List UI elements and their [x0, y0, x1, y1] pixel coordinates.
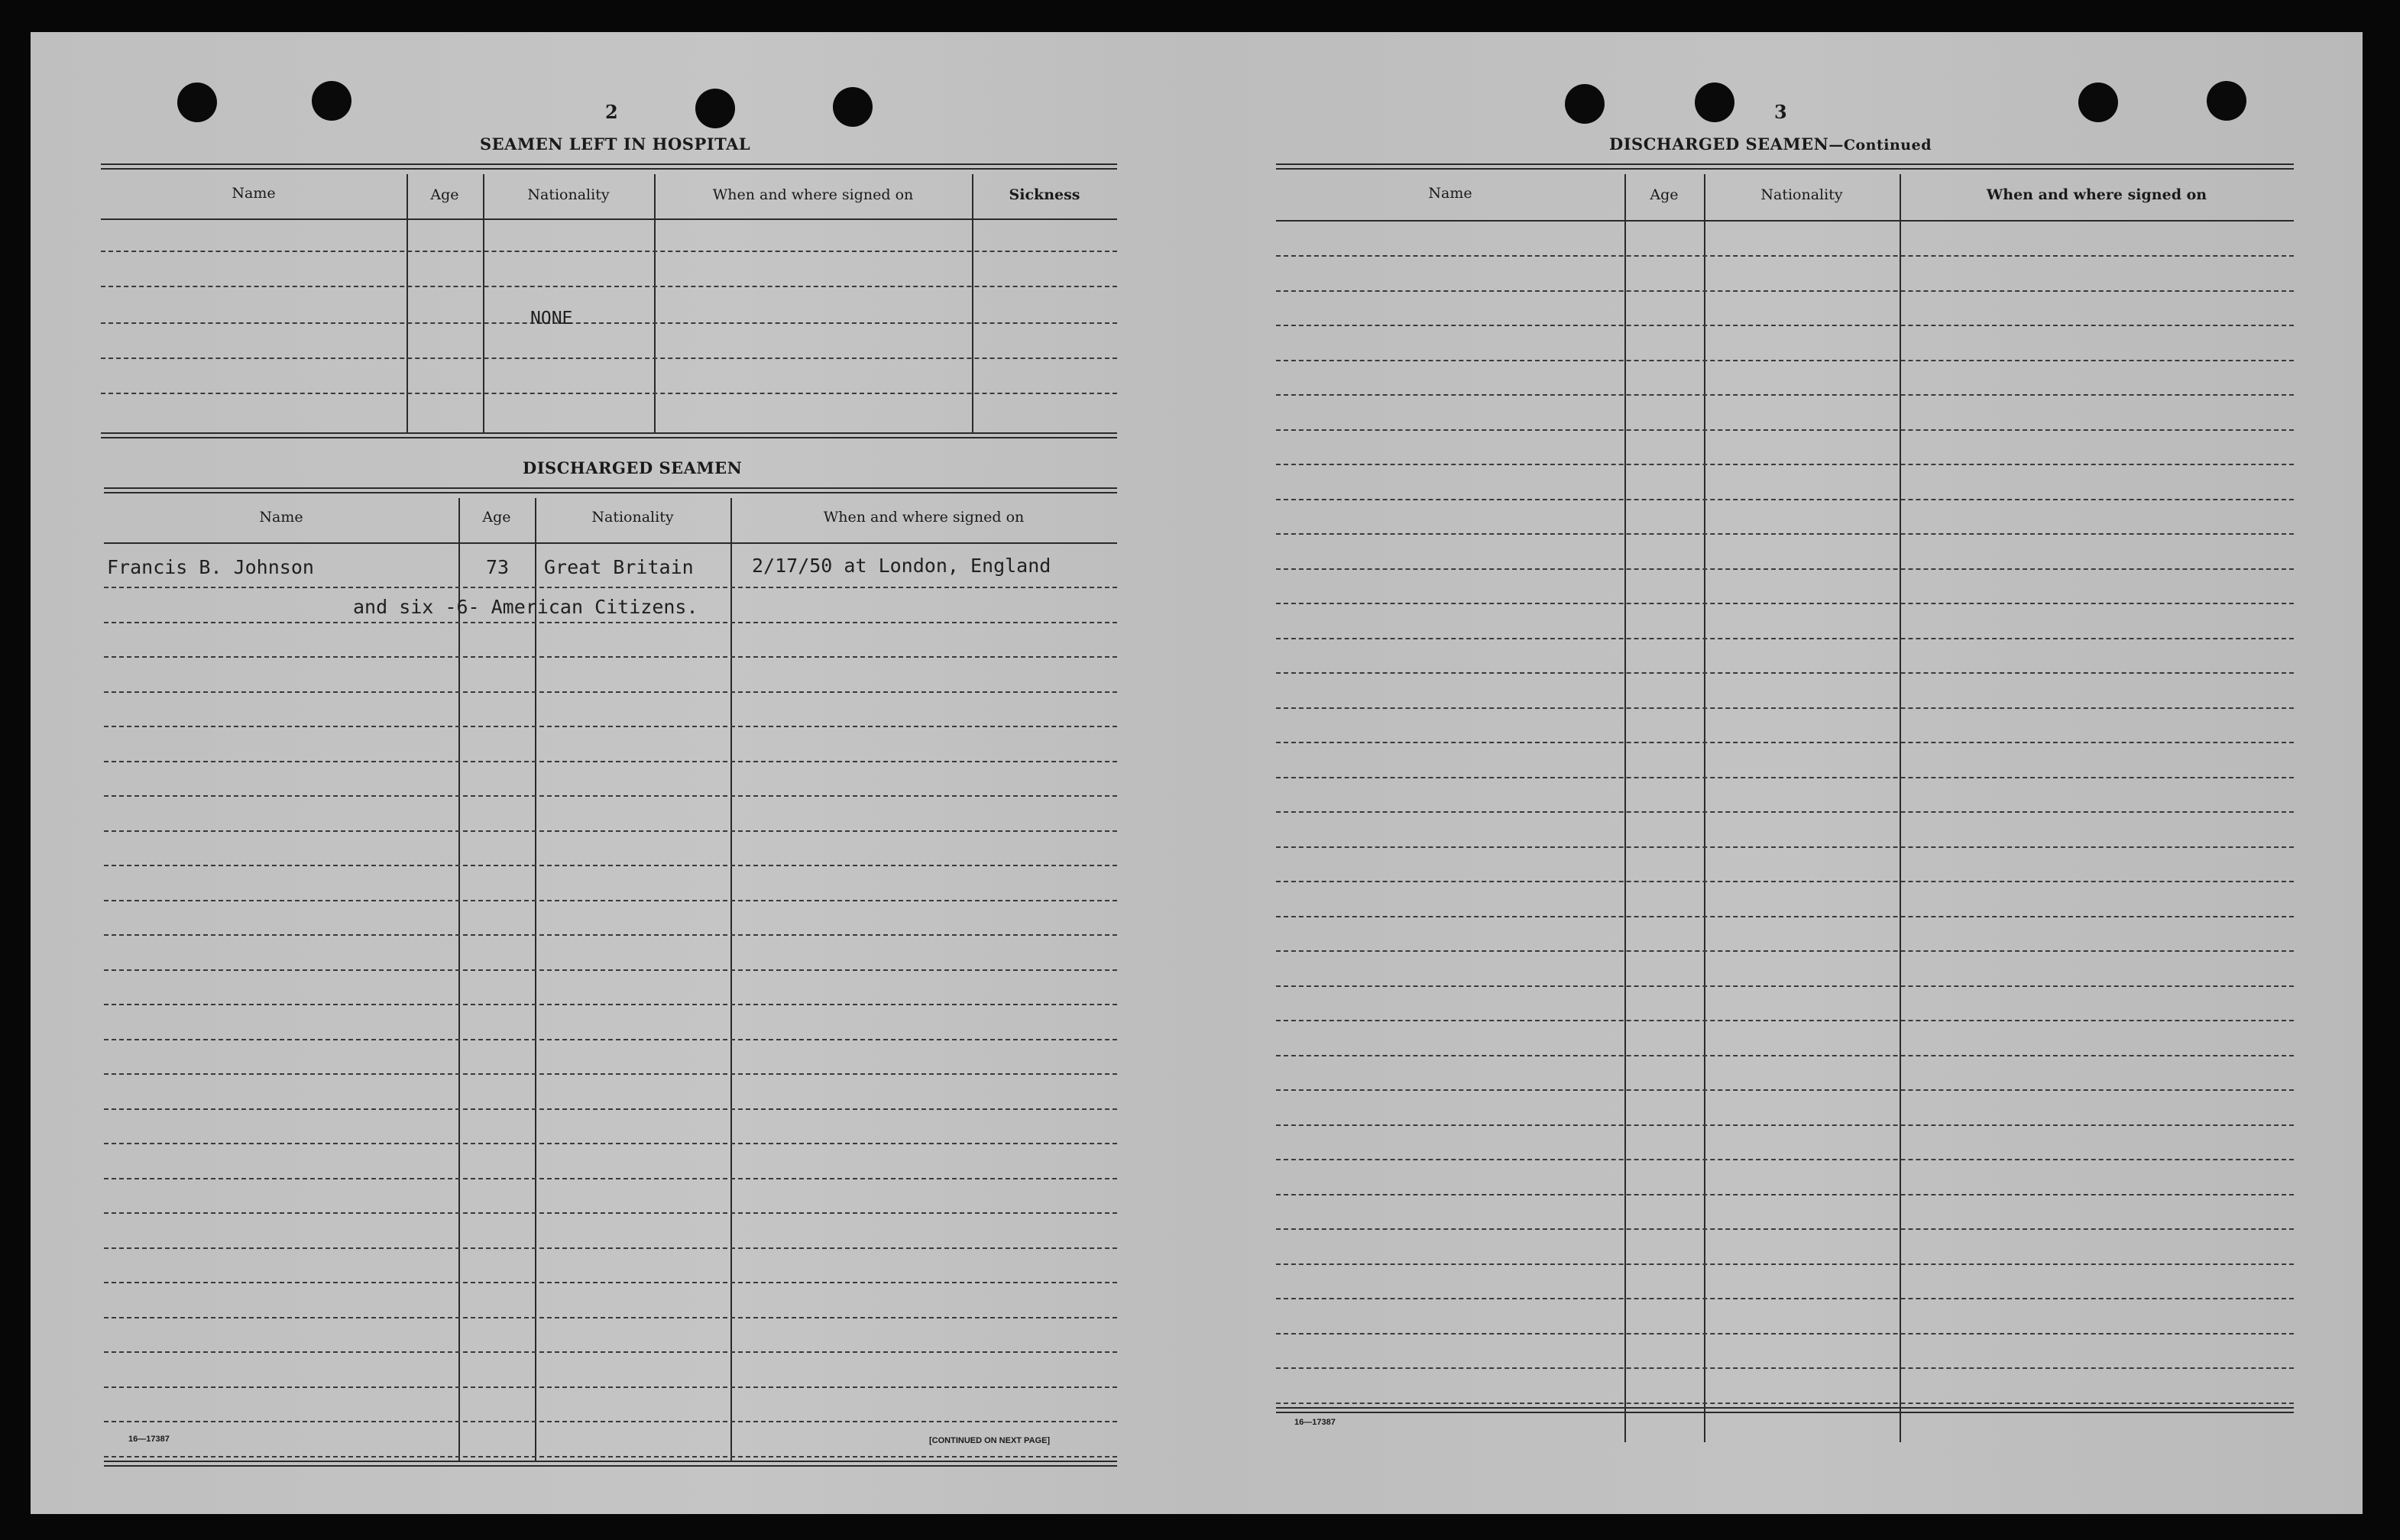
punch-hole — [177, 82, 217, 122]
entry-line — [101, 393, 1117, 394]
col-header-name: Name — [232, 185, 276, 202]
entry-line — [104, 1351, 1117, 1353]
entry-line — [1276, 1159, 2294, 1160]
entry-line — [104, 900, 1117, 901]
entry-line — [1276, 1055, 2294, 1056]
page-number: 3 — [1774, 101, 1787, 123]
col-header-name: Name — [1428, 185, 1472, 202]
col-header-signed-on: When and where signed on — [712, 186, 914, 203]
col-header-signed-on: When and where signed on — [1986, 186, 2207, 203]
punch-hole — [2078, 82, 2118, 122]
manifest-sheet — [31, 32, 2363, 1514]
entry-name: Francis B. Johnson — [107, 556, 314, 578]
punch-hole — [2207, 81, 2246, 121]
entry-line — [1276, 255, 2294, 257]
entry-line — [104, 1004, 1117, 1005]
entry-line — [1276, 429, 2294, 431]
entry-line — [1276, 1194, 2294, 1195]
page-number: 2 — [605, 101, 618, 123]
entry-line — [1276, 742, 2294, 743]
entry-line — [1276, 1089, 2294, 1091]
entry-line — [104, 1039, 1117, 1040]
column-divider — [1624, 174, 1626, 1442]
punch-hole — [695, 89, 735, 128]
entry-line — [1276, 1124, 2294, 1126]
entry-line — [101, 358, 1117, 359]
section-title-hospital: SEAMEN LEFT IN HOSPITAL — [480, 134, 751, 154]
entry-line — [1276, 499, 2294, 500]
col-header-nationality: Nationality — [527, 186, 610, 203]
entry-line — [1276, 568, 2294, 570]
entry-line — [104, 1212, 1117, 1214]
col-header-signed-on: When and where signed on — [823, 509, 1025, 526]
entry-line — [1276, 1402, 2294, 1404]
entry-line — [1276, 777, 2294, 778]
hospital-none-entry: NONE — [530, 309, 573, 328]
entry-line — [104, 1247, 1117, 1249]
table-top-rule — [101, 163, 1117, 170]
table-top-rule — [104, 487, 1117, 493]
section-title-discharged-continued — [1609, 134, 1932, 154]
entry-signed-on: 2/17/50 at London, England — [752, 555, 1051, 577]
entry-line — [104, 726, 1117, 727]
entry-line — [1276, 811, 2294, 813]
col-header-age: Age — [482, 509, 511, 526]
table-bottom-rule — [1276, 1407, 2294, 1413]
entry-age: 73 — [486, 556, 510, 578]
table-bottom-rule — [101, 432, 1117, 438]
section-title-discharged: DISCHARGED SEAMEN — [523, 458, 743, 477]
entry-line — [1276, 1298, 2294, 1299]
entry-line — [1276, 290, 2294, 292]
entry-nationality: Great Britain — [544, 556, 694, 578]
entry-line — [104, 865, 1117, 866]
col-header-age: Age — [1650, 186, 1679, 203]
entry-line — [1276, 1367, 2294, 1369]
entry-line — [101, 286, 1117, 287]
entry-line — [104, 587, 1117, 588]
entry-line — [104, 622, 1117, 623]
entry-line — [104, 795, 1117, 797]
form-number: 16—17387 — [128, 1435, 170, 1444]
entry-line — [104, 1108, 1117, 1110]
entry-line — [104, 761, 1117, 762]
entry-line — [104, 656, 1117, 658]
entry-line — [104, 1386, 1117, 1388]
entry-line — [104, 1178, 1117, 1179]
col-header-name: Name — [259, 509, 303, 526]
entry-line — [104, 1421, 1117, 1422]
title-suffix: —Continued — [1828, 137, 1932, 154]
entry-line — [104, 830, 1117, 832]
entry-line — [101, 251, 1117, 252]
entry-line — [1276, 672, 2294, 674]
header-rule — [104, 542, 1117, 544]
table-bottom-rule — [104, 1461, 1117, 1467]
entry-line — [1276, 360, 2294, 361]
entry-line — [1276, 707, 2294, 709]
column-divider — [1900, 174, 1901, 1442]
entry-line — [1276, 1263, 2294, 1265]
entry-line — [1276, 1333, 2294, 1335]
col-header-nationality: Nationality — [1760, 186, 1843, 203]
entry-line — [104, 1143, 1117, 1144]
entry-line — [104, 691, 1117, 693]
form-number: 16—17387 — [1294, 1418, 1336, 1427]
entry-note: and six -6- American Citizens. — [353, 596, 698, 618]
entry-line — [1276, 325, 2294, 326]
title-main: DISCHARGED SEAMEN — [1609, 134, 1829, 154]
entry-line — [1276, 950, 2294, 952]
col-header-sickness: Sickness — [1009, 186, 1080, 203]
entry-line — [1276, 1228, 2294, 1230]
entry-line — [104, 1317, 1117, 1318]
entry-line — [1276, 916, 2294, 917]
table-top-rule — [1276, 163, 2294, 170]
entry-line — [1276, 603, 2294, 604]
entry-line — [1276, 638, 2294, 639]
entry-line — [104, 1456, 1117, 1458]
punch-hole — [1695, 82, 1734, 122]
punch-hole — [312, 81, 351, 121]
entry-line — [1276, 1020, 2294, 1021]
entry-line — [1276, 881, 2294, 882]
punch-hole — [833, 87, 873, 127]
entry-line — [1276, 394, 2294, 396]
entry-line — [104, 1073, 1117, 1075]
header-rule — [101, 218, 1117, 220]
entry-line — [1276, 985, 2294, 987]
entry-line — [1276, 464, 2294, 465]
column-divider — [1704, 174, 1705, 1442]
header-rule — [1276, 220, 2294, 222]
entry-line — [101, 322, 1117, 324]
entry-line — [1276, 846, 2294, 848]
continued-note: [CONTINUED ON NEXT PAGE] — [929, 1436, 1051, 1445]
entry-line — [104, 1282, 1117, 1283]
col-header-age: Age — [430, 186, 459, 203]
punch-hole — [1565, 84, 1605, 124]
entry-line — [104, 934, 1117, 936]
col-header-nationality: Nationality — [591, 509, 674, 526]
entry-line — [1276, 533, 2294, 535]
entry-line — [104, 969, 1117, 971]
